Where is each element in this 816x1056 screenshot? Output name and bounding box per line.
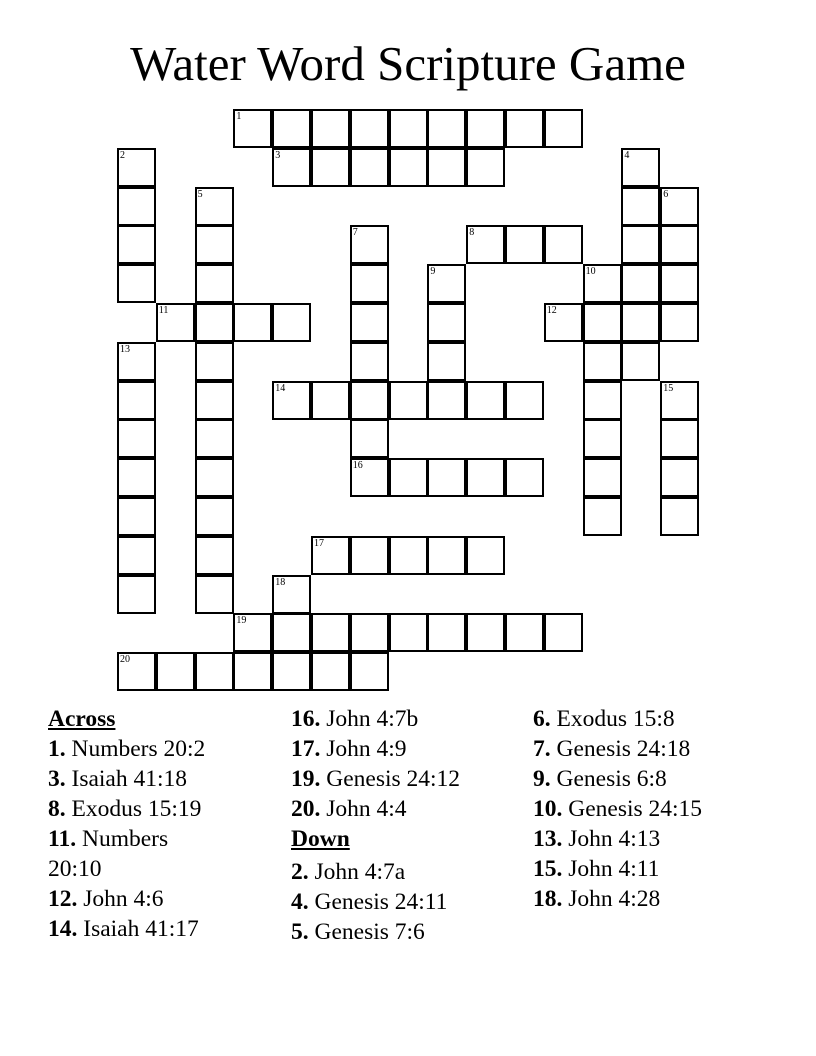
grid-cell[interactable] xyxy=(195,419,234,458)
clue-across-item xyxy=(291,704,521,734)
clue-number: 14. xyxy=(48,916,78,942)
grid-cell[interactable] xyxy=(660,264,699,303)
clue-down-item xyxy=(533,764,793,794)
grid-cell[interactable] xyxy=(233,109,272,148)
grid-cell[interactable] xyxy=(117,225,156,264)
clue-number-label: 10 xyxy=(585,266,596,278)
grid-cell[interactable] xyxy=(195,264,234,303)
clue-across-item xyxy=(291,734,521,764)
grid-cell[interactable] xyxy=(505,613,544,652)
grid-cell[interactable] xyxy=(117,148,156,187)
grid-cell[interactable] xyxy=(272,303,311,342)
clue-number: 6. xyxy=(533,706,551,732)
clue-number-label: 20 xyxy=(120,654,130,666)
clue-reference: Genesis 24:15 xyxy=(568,796,703,822)
clue-number-label: 17 xyxy=(314,537,324,549)
clue-reference: John 4:7b xyxy=(326,706,419,732)
grid-cell[interactable] xyxy=(117,264,156,303)
grid-cell[interactable] xyxy=(389,613,428,652)
grid-cell[interactable] xyxy=(311,652,350,691)
grid-cell[interactable] xyxy=(117,575,156,614)
clue-reference: Isaiah 41:17 xyxy=(83,916,199,942)
grid-cell[interactable] xyxy=(660,458,699,497)
grid-cell[interactable] xyxy=(466,381,505,420)
clue-number: 12. xyxy=(48,886,78,912)
grid-cell[interactable] xyxy=(350,342,389,381)
clue-number: 13. xyxy=(533,826,563,852)
clue-number: 3. xyxy=(48,766,66,792)
grid-cell[interactable] xyxy=(505,381,544,420)
grid-cell[interactable] xyxy=(505,109,544,148)
clue-down-item xyxy=(291,857,521,887)
grid-cell[interactable] xyxy=(544,109,583,148)
clue-number-label: 13 xyxy=(120,343,130,355)
grid-cell[interactable] xyxy=(350,303,389,342)
clue-across-item xyxy=(48,794,248,824)
clue-across-item xyxy=(48,734,248,764)
grid-cell[interactable] xyxy=(466,148,505,187)
clue-reference: Exodus 15:8 xyxy=(556,706,675,732)
clue-reference: John 4:4 xyxy=(326,796,407,822)
grid-cell[interactable] xyxy=(195,458,234,497)
grid-cell[interactable] xyxy=(350,652,389,691)
grid-cell[interactable] xyxy=(156,652,195,691)
clue-number-label: 7 xyxy=(352,227,358,239)
clue-number: 16. xyxy=(291,706,321,732)
grid-cell[interactable] xyxy=(195,225,234,264)
grid-cell[interactable] xyxy=(466,613,505,652)
clue-number: 20. xyxy=(291,796,321,822)
grid-cell[interactable] xyxy=(350,109,389,148)
clue-number: 1. xyxy=(48,736,66,762)
grid-cell[interactable] xyxy=(311,613,350,652)
grid-cell[interactable] xyxy=(660,419,699,458)
grid-cell[interactable] xyxy=(233,303,272,342)
grid-cell[interactable] xyxy=(660,303,699,342)
clue-down-item xyxy=(533,824,793,854)
grid-cell[interactable] xyxy=(427,381,466,420)
clue-number-label: 1 xyxy=(236,111,242,122)
grid-cell[interactable] xyxy=(272,381,311,420)
clue-number-label: 2 xyxy=(120,149,125,161)
grid-cell[interactable] xyxy=(583,458,622,497)
clue-reference: Genesis 24:12 xyxy=(326,766,461,792)
clue-number: 11. xyxy=(48,826,77,852)
clue-across-item xyxy=(291,794,521,824)
grid-cell[interactable] xyxy=(350,419,389,458)
grid-cell[interactable] xyxy=(466,536,505,575)
clue-number: 2. xyxy=(291,859,309,885)
clue-number: 18. xyxy=(533,886,563,912)
grid-cell[interactable] xyxy=(389,148,428,187)
grid-cell[interactable] xyxy=(621,303,660,342)
clue-down-item xyxy=(533,734,793,764)
grid-cell[interactable] xyxy=(621,342,660,381)
grid-cell[interactable] xyxy=(195,381,234,420)
clue-down-item xyxy=(533,704,793,734)
clue-down-item xyxy=(291,917,521,947)
clue-number-label: 19 xyxy=(236,615,247,627)
grid-cell[interactable] xyxy=(621,148,660,187)
grid-cell[interactable] xyxy=(621,264,660,303)
grid-cell[interactable] xyxy=(272,613,311,652)
clue-number-label: 11 xyxy=(158,305,169,316)
grid-cell[interactable] xyxy=(466,458,505,497)
clue-across-item xyxy=(291,764,521,794)
clue-across-item xyxy=(48,764,248,794)
grid-cell[interactable] xyxy=(117,458,156,497)
grid-cell[interactable] xyxy=(466,225,505,264)
grid-cell[interactable] xyxy=(272,575,311,614)
grid-cell[interactable] xyxy=(427,264,466,303)
grid-cell[interactable] xyxy=(583,342,622,381)
grid-cell[interactable] xyxy=(272,109,311,148)
grid-cell[interactable] xyxy=(233,613,272,652)
grid-cell[interactable] xyxy=(427,148,466,187)
clue-reference: Genesis 6:8 xyxy=(556,766,667,792)
grid-cell[interactable] xyxy=(427,109,466,148)
clue-number-label: 18 xyxy=(275,576,286,588)
grid-cell[interactable] xyxy=(311,381,350,420)
clue-column-1 xyxy=(48,704,248,944)
grid-cell[interactable] xyxy=(544,303,583,342)
clue-number-label: 8 xyxy=(469,227,475,239)
grid-cell[interactable] xyxy=(117,536,156,575)
clue-number-label: 4 xyxy=(624,149,630,161)
clue-down-item xyxy=(533,884,793,914)
grid-cell[interactable] xyxy=(117,419,156,458)
clue-reference: Numbers 20:10 xyxy=(48,826,169,882)
grid-cell[interactable] xyxy=(621,187,660,226)
grid-cell[interactable] xyxy=(544,225,583,264)
clue-number-label: 16 xyxy=(352,460,363,472)
grid-cell[interactable] xyxy=(311,109,350,148)
grid-cell[interactable] xyxy=(117,342,156,381)
grid-cell[interactable] xyxy=(195,497,234,536)
grid-cell[interactable] xyxy=(272,652,311,691)
grid-cell[interactable] xyxy=(660,497,699,536)
clue-reference: John 4:9 xyxy=(326,736,407,762)
grid-cell[interactable] xyxy=(621,225,660,264)
clue-number-label: 14 xyxy=(275,382,286,394)
clue-reference: Numbers 20:2 xyxy=(71,736,206,762)
clue-number-label: 12 xyxy=(546,305,557,316)
grid-cell[interactable] xyxy=(389,381,428,420)
clue-reference: Exodus 15:19 xyxy=(71,796,202,822)
clue-down-item xyxy=(533,794,793,824)
grid-cell[interactable] xyxy=(583,381,622,420)
clue-reference: John 4:6 xyxy=(83,886,164,912)
clue-reference: John 4:28 xyxy=(568,886,661,912)
grid-cell[interactable] xyxy=(389,458,428,497)
clue-reference: John 4:13 xyxy=(568,826,661,852)
grid-cell[interactable] xyxy=(311,536,350,575)
grid-cell[interactable] xyxy=(389,109,428,148)
grid-cell[interactable] xyxy=(195,575,234,614)
grid-cell[interactable] xyxy=(466,109,505,148)
clue-column-2 xyxy=(291,704,521,947)
clue-reference: Genesis 24:18 xyxy=(556,736,691,762)
clue-down-item xyxy=(291,887,521,917)
grid-cell[interactable] xyxy=(583,264,622,303)
grid-cell[interactable] xyxy=(156,303,195,342)
clue-reference: John 4:11 xyxy=(568,856,660,882)
grid-cell[interactable] xyxy=(660,381,699,420)
grid-cell[interactable] xyxy=(350,458,389,497)
grid-cell[interactable] xyxy=(350,536,389,575)
grid-cell[interactable] xyxy=(195,652,234,691)
puzzle-title: Water Word Scripture Game xyxy=(130,36,686,91)
grid-cell[interactable] xyxy=(117,497,156,536)
grid-cell[interactable] xyxy=(427,303,466,342)
clue-reference: Genesis 24:11 xyxy=(314,889,448,915)
grid-cell[interactable] xyxy=(583,419,622,458)
clue-down-item xyxy=(533,854,793,884)
grid-cell[interactable] xyxy=(272,148,311,187)
clue-reference: Genesis 7:6 xyxy=(314,919,425,945)
clue-number-label: 9 xyxy=(430,266,436,278)
grid-cell[interactable] xyxy=(311,148,350,187)
grid-cell[interactable] xyxy=(660,225,699,264)
grid-cell[interactable] xyxy=(195,342,234,381)
grid-cell[interactable] xyxy=(195,536,234,575)
grid-cell[interactable] xyxy=(389,536,428,575)
grid-cell[interactable] xyxy=(195,303,234,342)
clue-number: 4. xyxy=(291,889,309,915)
clue-number-label: 5 xyxy=(197,188,203,200)
grid-cell[interactable] xyxy=(505,458,544,497)
clue-number-label: 15 xyxy=(663,382,674,394)
grid-cell[interactable] xyxy=(427,536,466,575)
grid-cell[interactable] xyxy=(350,225,389,264)
grid-cell[interactable] xyxy=(427,342,466,381)
clue-number: 5. xyxy=(291,919,309,945)
grid-cell[interactable] xyxy=(427,458,466,497)
grid-cell[interactable] xyxy=(233,652,272,691)
grid-cell[interactable] xyxy=(350,264,389,303)
grid-cell[interactable] xyxy=(350,613,389,652)
clue-number: 15. xyxy=(533,856,563,882)
grid-cell[interactable] xyxy=(350,148,389,187)
clue-number-label: 3 xyxy=(275,149,281,161)
clue-reference: Isaiah 41:18 xyxy=(71,766,188,792)
clue-number: 7. xyxy=(533,736,551,762)
grid-cell[interactable] xyxy=(505,225,544,264)
clue-number-label: 6 xyxy=(663,188,669,200)
clue-number: 10. xyxy=(533,796,563,822)
clue-number: 17. xyxy=(291,736,321,762)
clue-reference: John 4:7a xyxy=(314,859,406,885)
clue-number: 8. xyxy=(48,796,66,822)
grid-cell[interactable] xyxy=(660,187,699,226)
grid-cell[interactable] xyxy=(583,303,622,342)
across-heading: Across xyxy=(48,706,116,732)
grid-cell[interactable] xyxy=(195,187,234,226)
down-heading: Down xyxy=(291,826,350,852)
grid-cell[interactable] xyxy=(350,381,389,420)
grid-cell[interactable] xyxy=(117,187,156,226)
grid-cell[interactable] xyxy=(117,652,156,691)
clue-number: 19. xyxy=(291,766,321,792)
grid-cell[interactable] xyxy=(117,381,156,420)
clue-across-item xyxy=(48,824,208,884)
clue-column-3 xyxy=(533,704,793,914)
clue-across-item xyxy=(48,914,248,944)
grid-cell[interactable] xyxy=(583,497,622,536)
clue-number: 9. xyxy=(533,766,551,792)
clue-across-item xyxy=(48,884,248,914)
grid-cell[interactable] xyxy=(427,613,466,652)
grid-cell[interactable] xyxy=(544,613,583,652)
